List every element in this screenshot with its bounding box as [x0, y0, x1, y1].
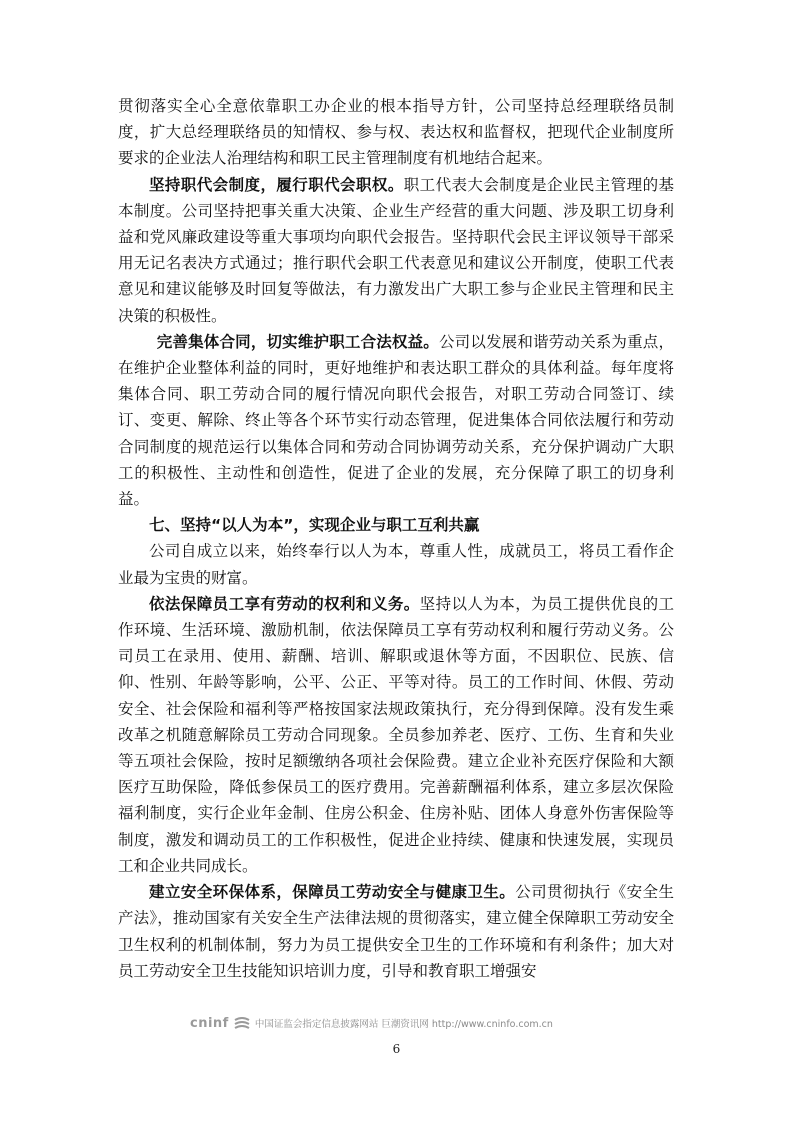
paragraph-1 [118, 93, 674, 172]
page-number: 6 [392, 1042, 401, 1056]
body-text [118, 93, 674, 984]
paragraph-5-lead: 依法保障员工享有劳动的权利和义务。 [149, 594, 420, 613]
cninfo-logo-icon [233, 1016, 251, 1030]
paragraph-2-text: 职工代表大会制度是企业民主管理的基本制度。公司坚持把事关重大决策、企业生产经营的重大问题、涉及职工切身利益和党风廉政建设等重大事项均向职代会报告。坚持职代会民主评议领导干部采用无记名表决方式通过；推行职代会职工代表意见和建议公开制度，使职工代表意见和建议能够及时回复等做法，有力激发出广大职工参与企业民主管理和民主决策的积极性。 [118, 175, 674, 325]
paragraph-6-text: 公司贯彻执行《安全生产法》，推动国家有关安全生产法律法规的贯彻落实，建立健全保障职工劳动安全卫生权利的机制体制，努力为员工提供安全卫生的工作环境和有利条件；加大对员工劳动安全卫生技能知识培训力度，引导和教育职工增强安 [118, 883, 674, 980]
paragraph-2-lead: 坚持职代会制度，履行职代会职权。 [149, 175, 404, 194]
paragraph-6-lead: 建立安全环保体系，保障员工劳动安全与健康卫生。 [149, 883, 516, 902]
paragraph-5-text: 坚持以人为本，为员工提供优良的工作环境、生活环境、激励机制，依法保障员工享有劳动权利和履行劳动义务。公司员工在录用、使用、薪酬、培训、解职或退休等方面，不因职位、民族、信仰、性别、年龄等影响，公平、公正、平等对待。员工的工作时间、休假、劳动安全、社会保险和福利等严格按国家法规政策执行，充分得到保障。没有发生乘改革之机随意解除员工劳动合同现象。全员参加养老、医疗、工伤、生育和失业等五项社会保险，按时足额缴纳各项社会保险费。建立企业补充医疗保险和大额医疗互助保险，降低参保员工的医疗费用。完善薪酬福利体系，建立多层次保险福利制度，实行企业年金制、住房公积金、住房补贴、团体人身意外伤害保险等制度，激发和调动员工的工作积极性，促进企业持续、健康和快速发展，实现员工和企业共同成长。 [118, 594, 674, 875]
paragraph-4-text: 公司自成立以来，始终奉行以人为本，尊重人性，成就员工，将员工看作企业最为宝贵的财富。 [118, 542, 674, 587]
footer [190, 1014, 553, 1032]
paragraph-3 [118, 329, 674, 512]
section-heading: 七、坚持“以人为本”，实现企业与职工互利共赢 [149, 516, 480, 535]
paragraph-3-lead: 完善集体合同，切实维护职工合法权益。 [156, 332, 439, 351]
footer-text: 中国证监会指定信息披露网站 巨潮资讯网 http://www.cninfo.com.cn [254, 1019, 553, 1030]
paragraph-4 [118, 538, 674, 590]
paragraph-3-text: 公司以发展和谐劳动关系为重点，在维护企业整体利益的同时，更好地维护和表达职工群众的具体利益。每年度将集体合同、职工劳动合同的履行情况向职代会报告，对职工劳动合同签订、续订、变更、解除、终止等各个环节实行动态管理，促进集体合同依法履行和劳动合同制度的规范运行以集体合同和劳动合同协调劳动关系，充分保护调动广大职工的积极性、主动性和创造性，促进了企业的发展，充分保障了职工的切身利益。 [118, 332, 674, 509]
paragraph-2 [118, 172, 674, 329]
cninfo-logo: cninf [190, 1015, 229, 1031]
paragraph-1-text: 贯彻落实全心全意依靠职工办企业的根本指导方针，公司坚持总经理联络员制度，扩大总经理联络员的知情权、参与权、表达权和监督权，把现代企业制度所要求的企业法人治理结构和职工民主管理制度有机地结合起来。 [118, 97, 674, 168]
paragraph-6 [118, 879, 674, 984]
paragraph-5 [118, 591, 674, 879]
